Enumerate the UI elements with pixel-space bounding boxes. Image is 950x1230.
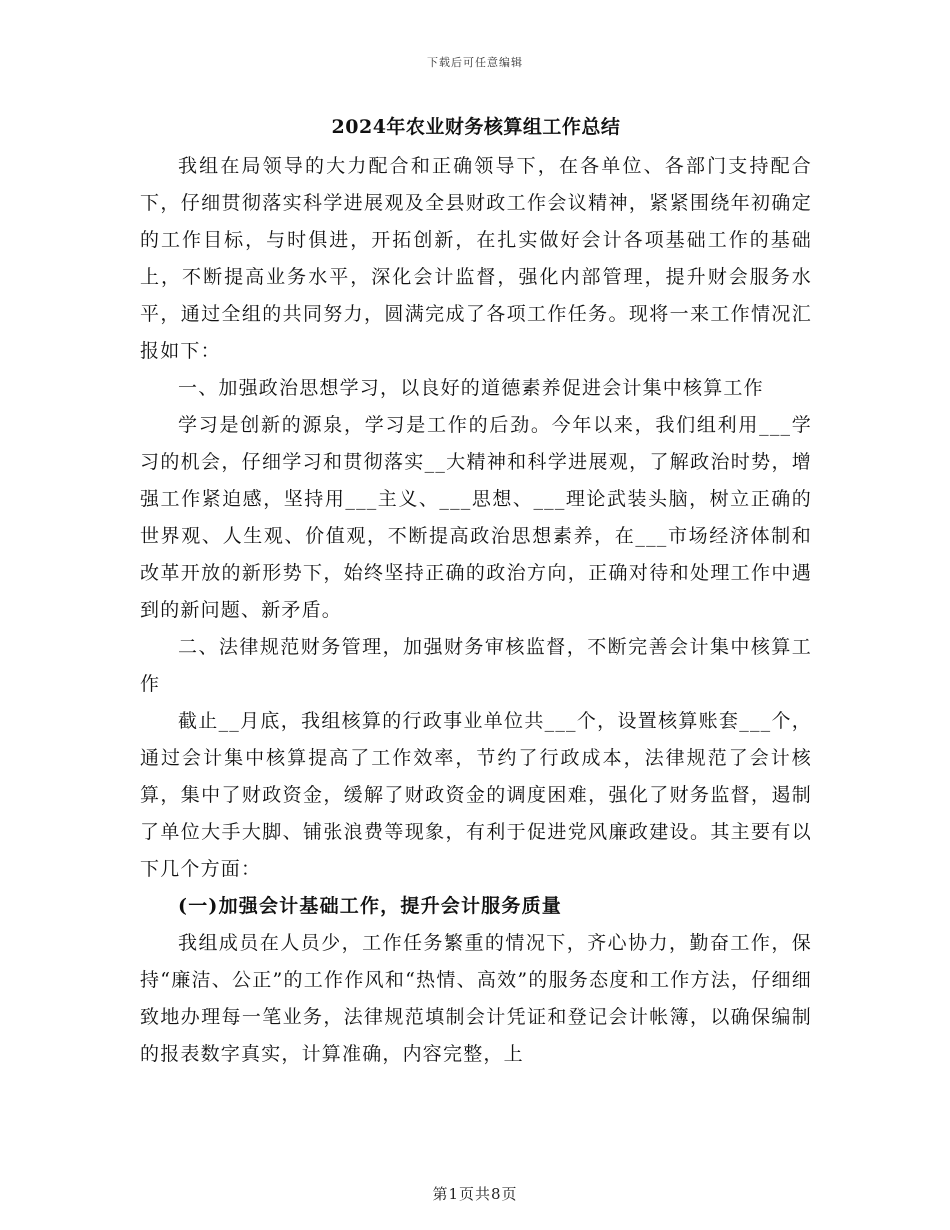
document-body (140, 112, 812, 1073)
document-title: 2024年农业财务核算组工作总结 (331, 116, 621, 138)
paragraph-intro: 我组在局领导的大力配合和正确领导下，在各单位、各部门支持配合下，仔细贯彻落实科学进展观及全县财政工作会议精神，紧紧围绕年初确定的工作目标，与时俱进，开拓创新，在扎实做好会计各项基础工作的基础上，不断提高业务水平，深化会计监督，强化内部管理，提升财会服务水平，通过全组的共同努力，圆满完成了各项工作任务。现将一来工作情况汇报如下： (140, 155, 812, 362)
subsection-heading-1: (一)加强会计基础工作，提升会计服务质量 (178, 895, 562, 917)
page-indicator: 第1页共8页 (432, 1185, 518, 1203)
header-note: 下载后可任意编辑 (427, 56, 523, 69)
paragraph-accounting: 截止__月底，我组核算的行政事业单位共___个，设置核算账套___个，通过会计集中核算提高了工作效率，节约了行政成本，法律规范了会计核算，集中了财政资金，缓解了财政资金的调度困难，强化了财务监督，遏制了单位大手大脚、铺张浪费等现象，有利于促进党风廉政建设。其主要有以下几个方面： (140, 710, 812, 880)
paragraph-basic-work: 我组成员在人员少，工作任务繁重的情况下，齐心协力，勤奋工作，保持“廉洁、公正”的工作作风和“热情、高效”的服务态度和工作方法，仔细细致地办理每一笔业务，法律规范填制会计凭证和登记会计帐簿，以确保编制的报表数字真实，计算准确，内容完整，上 (140, 932, 812, 1065)
paragraph-study: 学习是创新的源泉，学习是工作的后劲。今年以来，我们组利用___学习的机会，仔细学习和贯彻落实__大精神和科学进展观，了解政治时势，增强工作紧迫感，坚持用___主义、___思想、___理论武装头脑，树立正确的世界观、人生观、价值观，不断提高政治思想素养，在___市场经济体制和改革开放的新形势下，始终坚持正确的政治方向，正确对待和处理工作中遇到的新问题、新矛盾。 (140, 414, 812, 621)
section-heading-2: 二、法律规范财务管理，加强财务审核监督，不断完善会计集中核算工作 (140, 636, 812, 695)
section-heading-1: 一、加强政治思想学习，以良好的道德素养促进会计集中核算工作 (178, 377, 764, 399)
